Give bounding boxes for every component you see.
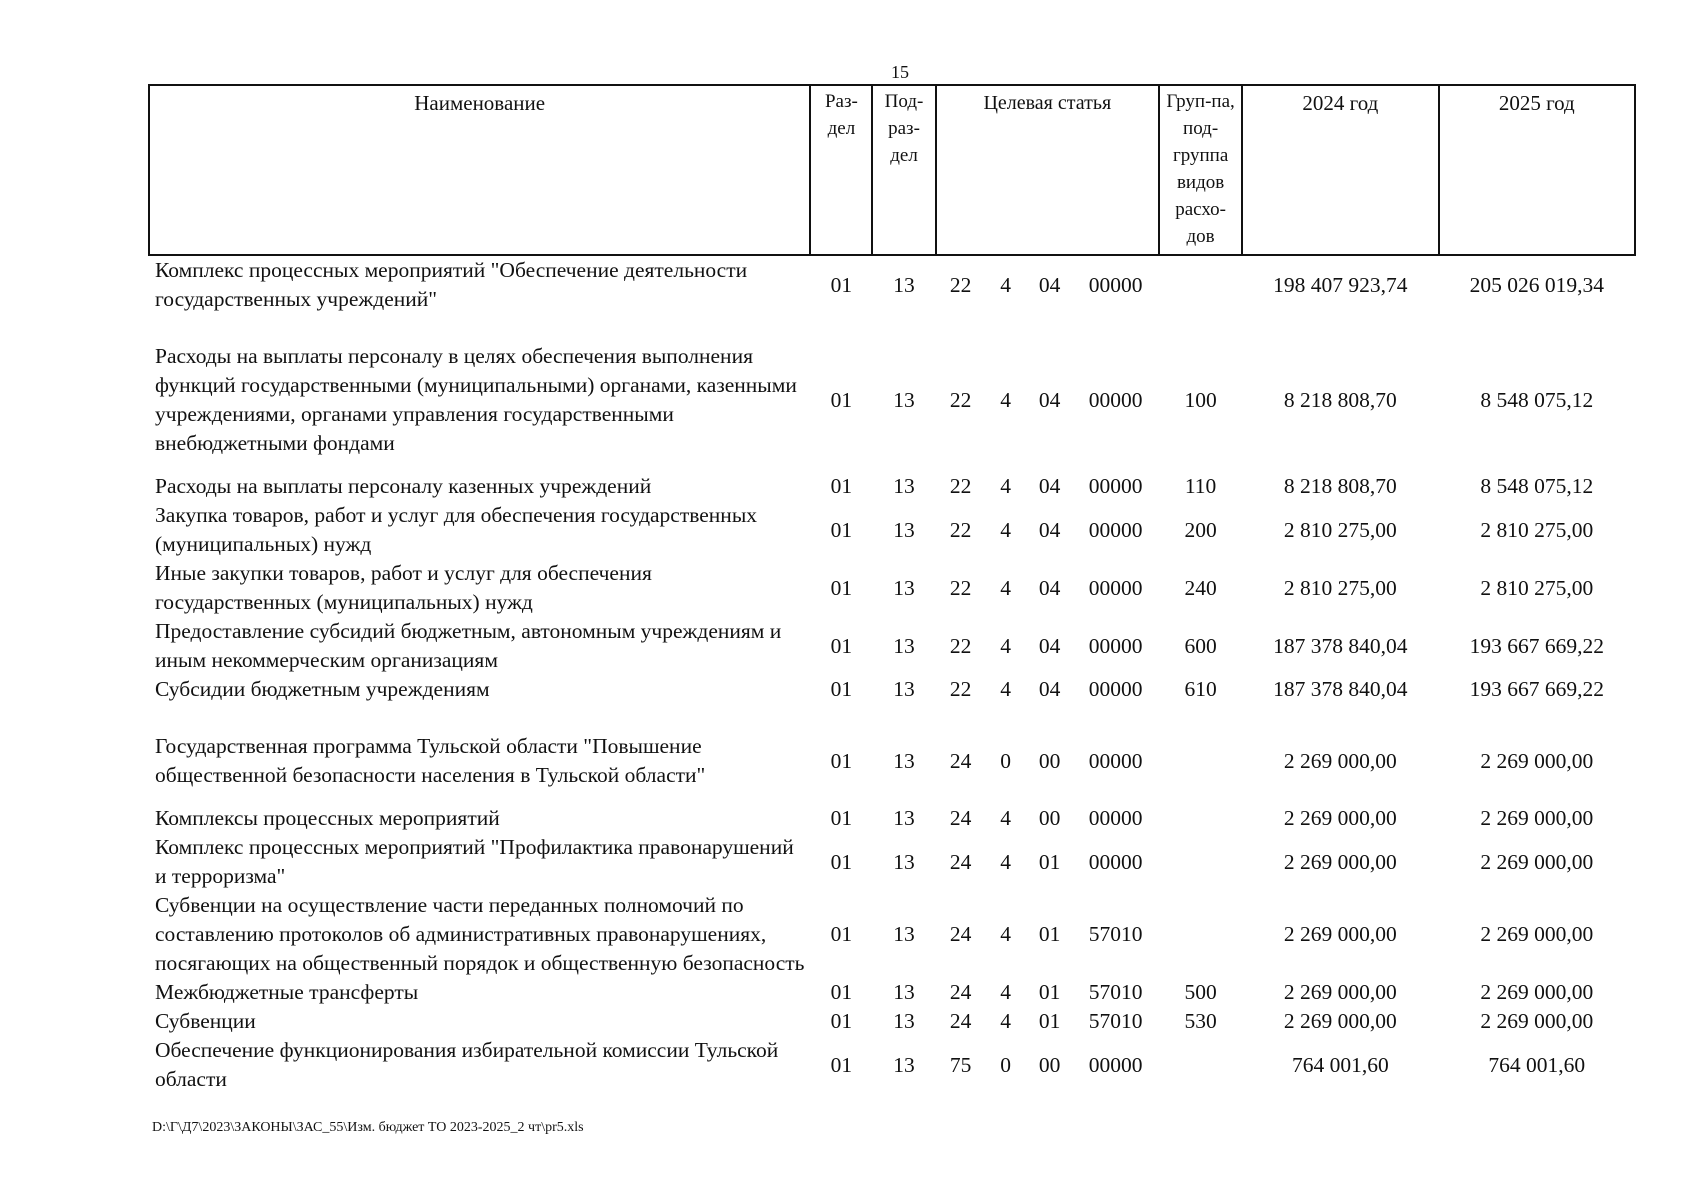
target-article-part: 01 <box>1038 1009 1061 1033</box>
row-amount-2025: 2 269 000,00 <box>1480 1009 1594 1033</box>
target-article-part: 4 <box>1000 806 1011 830</box>
table-row <box>149 891 1635 978</box>
row-amount-2025: 8 548 075,12 <box>1480 387 1594 412</box>
row-target-article <box>936 675 1159 718</box>
row-name: Субвенции на осуществление части переданных полномочий по составлению протоколов об административных правонарушениях, посягающих на общественный порядок и общественную безопасность <box>155 893 805 975</box>
target-article-part: 22 <box>949 474 972 498</box>
target-article-part: 4 <box>1000 474 1011 498</box>
row-name: Обеспечение функционирования избирательной комиссии Тульской области <box>155 1038 779 1091</box>
row-amount-2024: 2 269 000,00 <box>1283 849 1397 874</box>
row-amount-2025: 2 269 000,00 <box>1480 806 1594 830</box>
target-article-parts <box>936 848 1159 877</box>
row-podrazdel: 13 <box>893 748 915 773</box>
row-razdel: 01 <box>830 272 853 297</box>
header-name: Наименование <box>149 85 810 255</box>
target-article-part: 00000 <box>1088 633 1143 658</box>
row-amount-2024: 2 269 000,00 <box>1283 806 1397 830</box>
target-article-part: 4 <box>1000 980 1011 1004</box>
target-article-parts <box>936 516 1159 545</box>
row-amount-2025: 2 810 275,00 <box>1480 517 1594 542</box>
target-article-parts <box>936 920 1159 949</box>
row-razdel: 01 <box>830 387 853 412</box>
page-number: 15 <box>891 62 909 82</box>
table-body <box>149 255 1635 1094</box>
row-amount-2025: 205 026 019,34 <box>1469 272 1604 297</box>
target-article-part: 04 <box>1038 474 1061 498</box>
budget-table <box>148 84 1636 1094</box>
row-podrazdel: 13 <box>893 980 915 1004</box>
target-article-part: 24 <box>949 806 972 830</box>
target-article-part: 4 <box>1000 272 1011 297</box>
target-article-part: 00000 <box>1088 387 1143 412</box>
row-group: 100 <box>1184 387 1217 412</box>
row-name: Комплексы процессных мероприятий <box>155 806 500 830</box>
target-article-part: 00000 <box>1088 474 1143 498</box>
target-article-part: 24 <box>949 849 972 874</box>
table-header-row <box>149 85 1635 255</box>
target-article-part: 00000 <box>1088 677 1143 701</box>
row-amount-2024: 2 810 275,00 <box>1283 575 1397 600</box>
target-article-part: 00000 <box>1088 849 1143 874</box>
row-target-article <box>936 891 1159 978</box>
row-group: 600 <box>1184 633 1217 658</box>
row-razdel: 01 <box>830 677 853 701</box>
row-target-article <box>936 804 1159 833</box>
row-razdel: 01 <box>830 474 853 498</box>
row-target-article <box>936 1036 1159 1094</box>
row-name: Субсидии бюджетным учреждениям <box>155 677 490 701</box>
row-target-article <box>936 559 1159 617</box>
row-podrazdel: 13 <box>893 922 915 946</box>
header-podrazdel: Под-раз-дел <box>872 85 935 255</box>
target-article-part: 22 <box>949 633 972 658</box>
table-row <box>149 501 1635 559</box>
table-row <box>149 978 1635 1007</box>
target-article-part: 0 <box>1000 1052 1011 1077</box>
target-article-part: 22 <box>949 575 972 600</box>
target-article-part: 4 <box>1000 575 1011 600</box>
target-article-part: 00000 <box>1088 517 1143 542</box>
row-group <box>1159 804 1242 833</box>
row-group: 610 <box>1184 677 1217 701</box>
row-razdel: 01 <box>830 1009 853 1033</box>
target-article-part: 4 <box>1000 849 1011 874</box>
row-group <box>1159 833 1242 891</box>
row-amount-2024: 198 407 923,74 <box>1273 272 1408 297</box>
row-razdel: 01 <box>830 980 853 1004</box>
target-article-parts <box>936 574 1159 603</box>
row-razdel: 01 <box>830 517 853 542</box>
row-group <box>1159 718 1242 804</box>
target-article-part: 04 <box>1038 517 1061 542</box>
row-name: Предоставление субсидий бюджетным, автономным учреждениям и иным некоммерческим организациям <box>155 619 782 672</box>
target-article-part: 22 <box>949 387 972 412</box>
row-amount-2024: 2 269 000,00 <box>1283 922 1397 946</box>
row-amount-2024: 2 810 275,00 <box>1283 517 1397 542</box>
target-article-part: 00000 <box>1088 1052 1143 1077</box>
target-article-part: 75 <box>949 1052 972 1077</box>
row-razdel: 01 <box>830 922 853 946</box>
row-amount-2025: 764 001,60 <box>1488 1052 1586 1077</box>
row-podrazdel: 13 <box>893 387 915 412</box>
row-podrazdel: 13 <box>893 272 915 297</box>
target-article-part: 24 <box>949 980 972 1004</box>
table-row <box>149 1007 1635 1036</box>
target-article-part: 00000 <box>1088 272 1143 297</box>
row-podrazdel: 13 <box>893 517 915 542</box>
row-group: 530 <box>1184 1009 1217 1033</box>
budget-table-sheet <box>148 84 1636 1094</box>
table-row <box>149 328 1635 472</box>
target-article-part: 24 <box>949 922 972 946</box>
row-amount-2025: 2 269 000,00 <box>1480 849 1594 874</box>
row-amount-2025: 2 269 000,00 <box>1480 922 1594 946</box>
row-podrazdel: 13 <box>893 1052 915 1077</box>
table-row <box>149 559 1635 617</box>
row-target-article <box>936 978 1159 1007</box>
table-row <box>149 675 1635 718</box>
target-article-part: 57010 <box>1088 1009 1143 1033</box>
target-article-part: 4 <box>1000 517 1011 542</box>
target-article-part: 04 <box>1038 272 1061 297</box>
row-amount-2025: 193 667 669,22 <box>1469 633 1604 658</box>
row-target-article <box>936 1007 1159 1036</box>
row-amount-2024: 187 378 840,04 <box>1273 677 1408 701</box>
row-target-article <box>936 501 1159 559</box>
row-name: Комплекс процессных мероприятий "Обеспечение деятельности государственных учреждений" <box>155 258 748 311</box>
row-razdel: 01 <box>830 575 853 600</box>
row-group <box>1159 1036 1242 1094</box>
row-target-article <box>936 833 1159 891</box>
row-name: Расходы на выплаты персоналу казенных учреждений <box>155 474 652 498</box>
target-article-parts <box>936 675 1159 704</box>
target-article-part: 04 <box>1038 633 1061 658</box>
target-article-part: 0 <box>1000 748 1011 773</box>
target-article-parts <box>936 978 1159 1007</box>
table-row <box>149 255 1635 328</box>
table-row <box>149 804 1635 833</box>
row-amount-2024: 187 378 840,04 <box>1273 633 1408 658</box>
target-article-part: 00000 <box>1088 575 1143 600</box>
table-row <box>149 617 1635 675</box>
target-article-part: 00 <box>1038 806 1061 830</box>
target-article-parts <box>936 804 1159 833</box>
row-name: Комплекс процессных мероприятий "Профилактика правонарушений и терроризма" <box>155 835 794 888</box>
table-row <box>149 833 1635 891</box>
target-article-part: 24 <box>949 1009 972 1033</box>
row-podrazdel: 13 <box>893 575 915 600</box>
header-year-2025: 2025 год <box>1439 85 1635 255</box>
row-amount-2025: 193 667 669,22 <box>1469 677 1604 701</box>
row-group: 110 <box>1184 474 1217 498</box>
target-article-part: 4 <box>1000 922 1011 946</box>
row-name: Закупка товаров, работ и услуг для обеспечения государственных (муниципальных) нужд <box>155 503 758 556</box>
target-article-part: 4 <box>1000 633 1011 658</box>
target-article-parts <box>936 1007 1159 1036</box>
row-podrazdel: 13 <box>893 677 915 701</box>
row-razdel: 01 <box>830 748 853 773</box>
target-article-part: 24 <box>949 748 972 773</box>
target-article-part: 04 <box>1038 387 1061 412</box>
target-article-part: 00 <box>1038 748 1061 773</box>
row-podrazdel: 13 <box>893 633 915 658</box>
target-article-part: 01 <box>1038 922 1061 946</box>
target-article-parts <box>936 1051 1159 1080</box>
target-article-part: 22 <box>949 272 972 297</box>
table-row <box>149 1036 1635 1094</box>
target-article-part: 00000 <box>1088 806 1143 830</box>
row-amount-2025: 2 810 275,00 <box>1480 575 1594 600</box>
row-name: Расходы на выплаты персоналу в целях обеспечения выполнения функций государственными (муниципальными) органами, казенными учреждениями, органами управления государственными внебюджетными фондами <box>155 344 797 455</box>
target-article-parts <box>936 386 1159 415</box>
target-article-part: 22 <box>949 517 972 542</box>
header-target-article: Целевая статья <box>936 85 1159 255</box>
file-path-footer: D:\Г\Д7\2023\ЗАКОНЫ\ЗАС_55\Изм. бюджет ТО 2023-2025_2 чт\pr5.xls <box>152 1120 584 1135</box>
target-article-part: 4 <box>1000 1009 1011 1033</box>
target-article-part: 57010 <box>1088 922 1143 946</box>
target-article-part: 4 <box>1000 387 1011 412</box>
target-article-part: 57010 <box>1088 980 1143 1004</box>
row-amount-2025: 8 548 075,12 <box>1480 474 1594 498</box>
row-razdel: 01 <box>830 633 853 658</box>
row-target-article <box>936 472 1159 501</box>
row-amount-2024: 8 218 808,70 <box>1283 474 1397 498</box>
target-article-part: 01 <box>1038 849 1061 874</box>
target-article-parts <box>936 472 1159 501</box>
row-amount-2024: 8 218 808,70 <box>1283 387 1397 412</box>
header-group: Груп-па, под-группа видов расхо-дов <box>1159 85 1242 255</box>
target-article-parts <box>936 747 1159 776</box>
row-razdel: 01 <box>830 806 853 830</box>
row-target-article <box>936 255 1159 328</box>
target-article-part: 4 <box>1000 677 1011 701</box>
row-name: Государственная программа Тульской области "Повышение общественной безопасности населения в Тульской области" <box>155 734 706 787</box>
row-amount-2024: 764 001,60 <box>1291 1052 1389 1077</box>
row-name: Межбюджетные трансферты <box>155 980 419 1004</box>
row-razdel: 01 <box>830 1052 853 1077</box>
row-amount-2025: 2 269 000,00 <box>1480 748 1594 773</box>
row-amount-2024: 2 269 000,00 <box>1283 748 1397 773</box>
row-group: 240 <box>1184 575 1217 600</box>
row-name: Иные закупки товаров, работ и услуг для обеспечения государственных (муниципальных) нужд <box>155 561 652 614</box>
target-article-part: 00 <box>1038 1052 1061 1077</box>
row-target-article <box>936 718 1159 804</box>
row-amount-2025: 2 269 000,00 <box>1480 980 1594 1004</box>
target-article-part: 22 <box>949 677 972 701</box>
row-podrazdel: 13 <box>893 806 915 830</box>
target-article-part: 04 <box>1038 575 1061 600</box>
target-article-part: 01 <box>1038 980 1061 1004</box>
header-razdel: Раз-дел <box>810 85 872 255</box>
header-year-2024: 2024 год <box>1242 85 1438 255</box>
row-razdel: 01 <box>830 849 853 874</box>
row-group <box>1159 891 1242 978</box>
table-row <box>149 718 1635 804</box>
row-name: Субвенции <box>155 1009 256 1033</box>
row-target-article <box>936 617 1159 675</box>
row-podrazdel: 13 <box>893 474 915 498</box>
row-group <box>1159 255 1242 328</box>
row-amount-2024: 2 269 000,00 <box>1283 980 1397 1004</box>
row-group: 200 <box>1184 517 1217 542</box>
table-row <box>149 472 1635 501</box>
target-article-parts <box>936 271 1159 300</box>
row-podrazdel: 13 <box>893 849 915 874</box>
target-article-part: 00000 <box>1088 748 1143 773</box>
row-target-article <box>936 328 1159 472</box>
target-article-part: 04 <box>1038 677 1061 701</box>
row-group: 500 <box>1184 980 1217 1004</box>
row-amount-2024: 2 269 000,00 <box>1283 1009 1397 1033</box>
row-podrazdel: 13 <box>893 1009 915 1033</box>
target-article-parts <box>936 632 1159 661</box>
